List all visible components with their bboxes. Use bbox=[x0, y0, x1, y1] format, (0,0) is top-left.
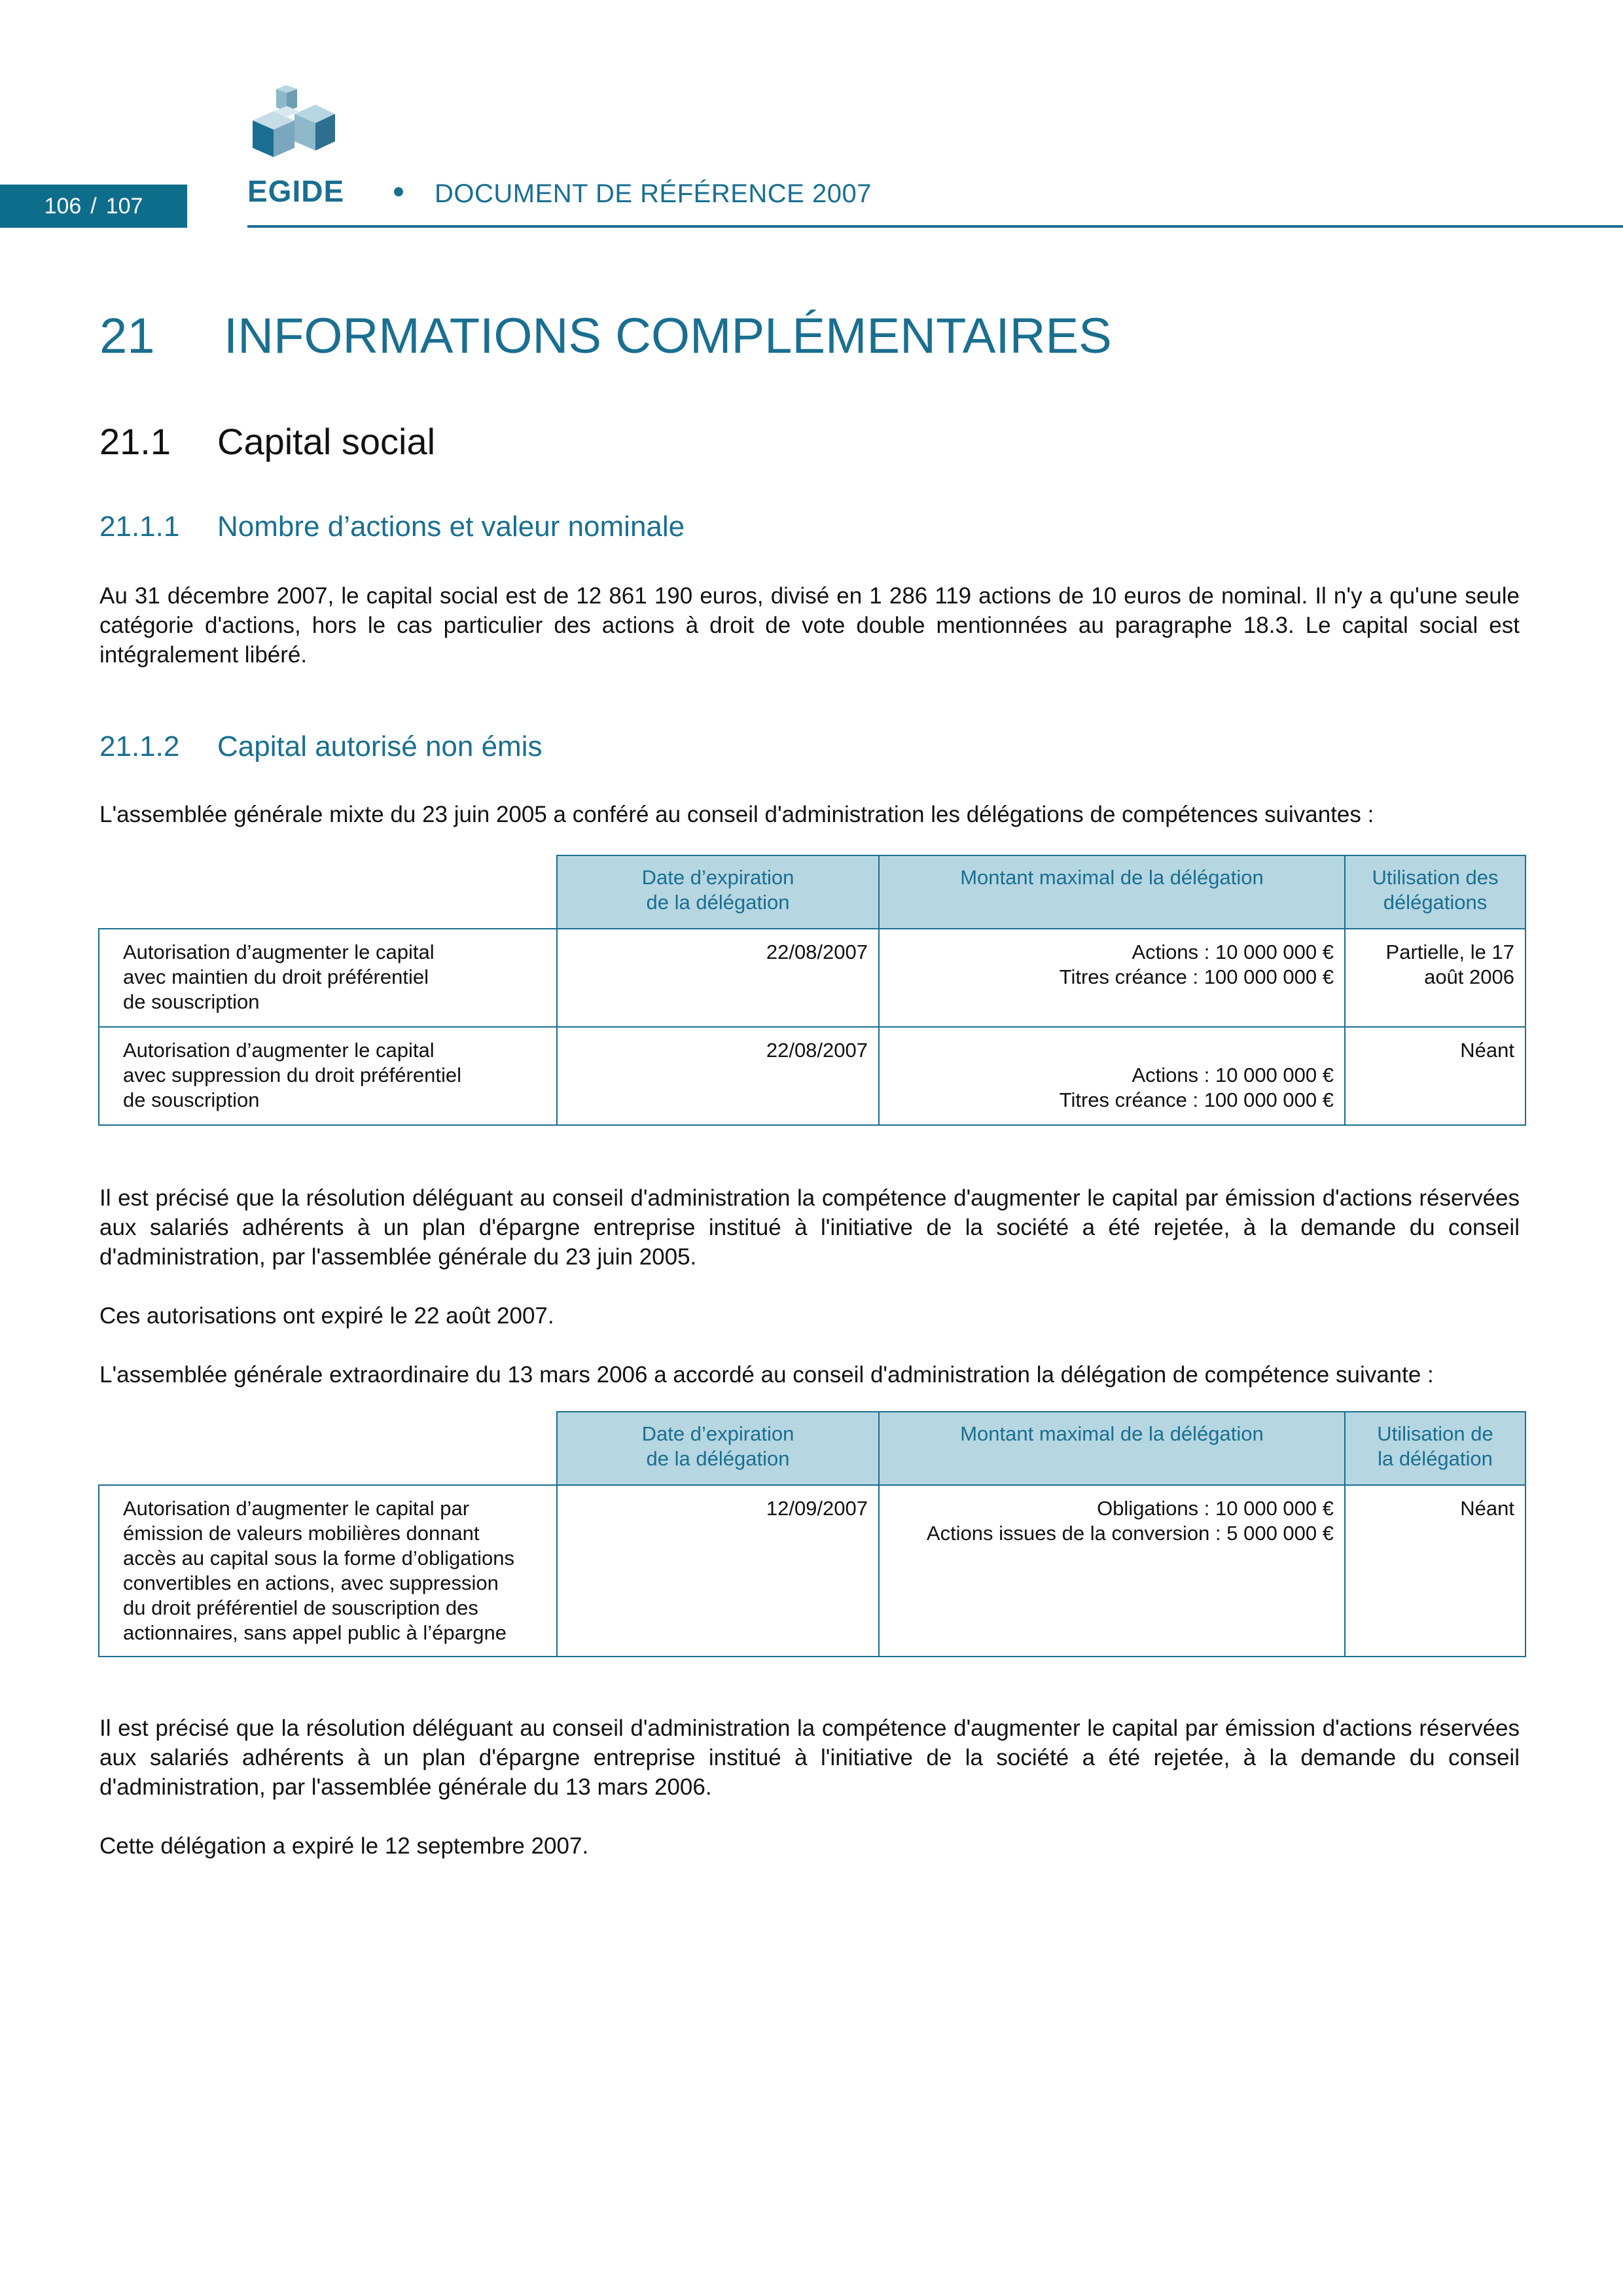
header-max-amount: Montant maximal de la délégation bbox=[879, 855, 1345, 929]
header-bullet bbox=[394, 187, 403, 196]
subsection-heading-2 bbox=[99, 730, 542, 763]
row-description: Autorisation d’augmenter le capital par émission de valeurs mobilières donnant accès au capital sous la forme d’obligations convertibles en actions, avec suppression du droit préférentiel de souscription des actionnaires, sans appel public à l’épargne bbox=[99, 1485, 557, 1657]
subsection-number-2: 21.1.2 bbox=[99, 730, 180, 762]
row-usage: Partielle, le 17 août 2006 bbox=[1345, 929, 1525, 1027]
table-header-row bbox=[99, 1412, 1525, 1485]
header-expiration-date: Date d’expiration de la délégation bbox=[557, 855, 879, 929]
header-expiration-date: Date d’expiration de la délégation bbox=[557, 1412, 879, 1485]
subsection-number-1: 21.1.1 bbox=[99, 511, 180, 543]
header-max-amount: Montant maximal de la délégation bbox=[879, 1412, 1345, 1485]
row-max-amount: Obligations : 10 000 000 € Actions issues de la conversion : 5 000 000 € bbox=[879, 1485, 1345, 1657]
intro-paragraph-2: L'assemblée générale extraordinaire du 13 mars 2006 a accordé au conseil d'administration la délégation de compétence suivante : bbox=[99, 1362, 1434, 1388]
header-usage: Utilisation de la délégation bbox=[1345, 1412, 1525, 1485]
rejection-paragraph-1: Il est précisé que la résolution déléguant au conseil d'administration la compétence d'augmenter le capital par émission d'actions réservées aux salariés adhérents à un plan d'épargne entreprise institué à l'initiative de la société a été rejetée, à la demande du conseil d'administration, par l'assemblée générale du 23 juin 2005. bbox=[99, 1185, 1520, 1270]
egide-logo-text: EGIDE bbox=[247, 174, 345, 207]
section-title: Capital social bbox=[217, 421, 436, 462]
page-current: 106 bbox=[44, 193, 82, 219]
chapter-number: 21 bbox=[99, 308, 155, 364]
delegation-table-1 bbox=[98, 855, 1526, 1126]
table-header-blank bbox=[99, 1412, 557, 1485]
section-number: 21.1 bbox=[99, 421, 171, 462]
table-row bbox=[99, 929, 1525, 1027]
header-rule bbox=[247, 225, 1623, 228]
subsection-title-1: Nombre d’actions et valeur nominale bbox=[217, 511, 685, 543]
table-header-blank bbox=[99, 855, 557, 929]
table-row bbox=[99, 1027, 1525, 1125]
document-title: DOCUMENT DE RÉFÉRENCE 2007 bbox=[435, 179, 872, 208]
subsection-heading-1 bbox=[99, 511, 685, 543]
page-total: 107 bbox=[105, 193, 143, 219]
expiry-paragraph-2: Cette délégation a expiré le 12 septembre 2007. bbox=[99, 1833, 589, 1859]
row-max-amount: Actions : 10 000 000 € Titres créance : 100 000 000 € bbox=[879, 929, 1345, 1027]
header-usage: Utilisation des délégations bbox=[1345, 855, 1525, 929]
chapter-title: INFORMATIONS COMPLÉMENTAIRES bbox=[224, 308, 1112, 364]
page-number-box bbox=[0, 185, 187, 228]
row-description: Autorisation d’augmenter le capital avec maintien du droit préférentiel de souscription bbox=[99, 929, 557, 1027]
row-expiration-date: 12/09/2007 bbox=[557, 1485, 879, 1657]
page-separator: / bbox=[90, 193, 97, 219]
subsection-title-2: Capital autorisé non émis bbox=[217, 730, 543, 762]
row-expiration-date: 22/08/2007 bbox=[557, 929, 879, 1027]
row-usage: Néant bbox=[1345, 1485, 1525, 1657]
delegation-table-2 bbox=[98, 1411, 1526, 1657]
egide-logo bbox=[247, 85, 365, 207]
row-description: Autorisation d’augmenter le capital avec suppression du droit préférentiel de souscription bbox=[99, 1027, 557, 1125]
rejection-paragraph-2: Il est précisé que la résolution déléguant au conseil d'administration la compétence d'augmenter le capital par émission d'actions réservées aux salariés adhérents à un plan d'épargne entreprise institué à l'initiative de la société a été rejetée, à la demande du conseil d'administration, par l'assemblée générale du 13 mars 2006. bbox=[99, 1715, 1520, 1800]
table-row bbox=[99, 1485, 1525, 1657]
table-header-row bbox=[99, 855, 1525, 929]
row-usage: Néant bbox=[1345, 1027, 1525, 1125]
intro-paragraph-1: L'assemblée générale mixte du 23 juin 2005 a conféré au conseil d'administration les délégations de compétences suivantes : bbox=[99, 802, 1374, 827]
chapter-heading bbox=[99, 308, 1112, 365]
section-heading bbox=[99, 420, 435, 463]
capital-paragraph: Au 31 décembre 2007, le capital social est de 12 861 190 euros, divisé en 1 286 119 actions de 10 euros de nominal. Il n'y a qu'une seule catégorie d'actions, hors le cas particulier des actions à droit de vote double mentionnées au paragraphe 18.3. Le capital social est intégralement libéré. bbox=[99, 583, 1520, 668]
expiry-paragraph-1: Ces autorisations ont expiré le 22 août 2007. bbox=[99, 1303, 554, 1329]
row-expiration-date: 22/08/2007 bbox=[557, 1027, 879, 1125]
row-max-amount: Actions : 10 000 000 € Titres créance : 100 000 000 € bbox=[879, 1027, 1345, 1125]
